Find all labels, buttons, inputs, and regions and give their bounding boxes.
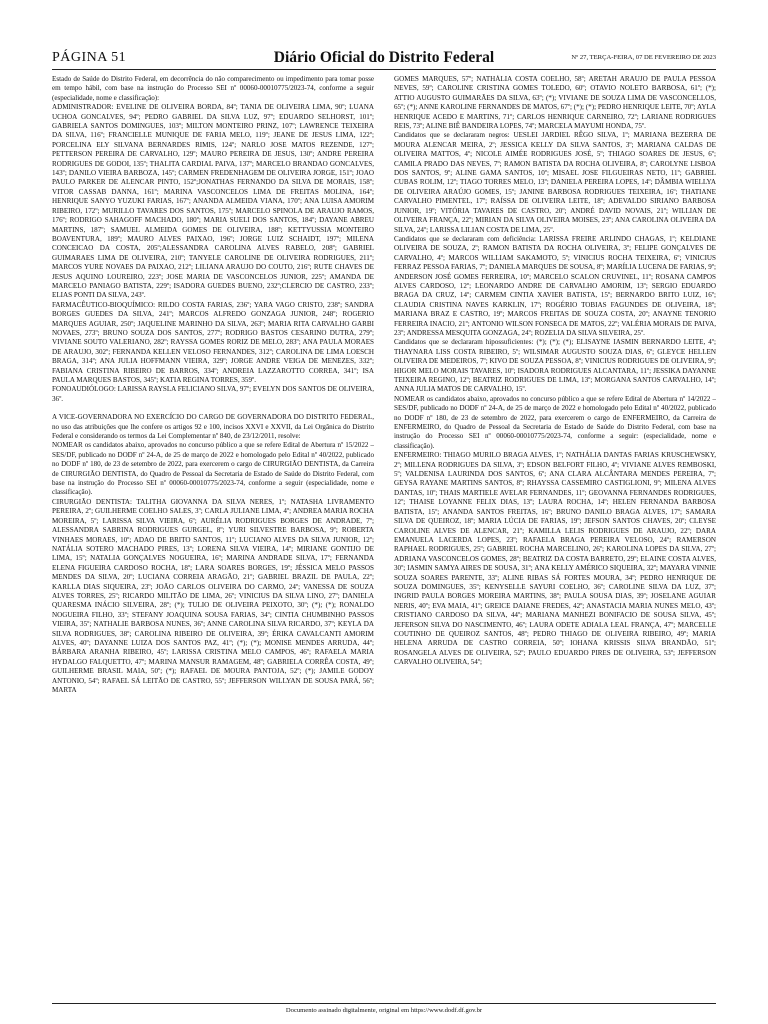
paragraph: NOMEAR os candidatos abaixo, aprovados no concurso público a que se refere Edital de Abertura nº 15/2022 – SES/DF, publicado no DODF nº 24-A, de 25 de março de 2022 e homologado pelo Edital nº 40/2022, publicado no DODF nº 180, de 23 de setembro de 2022, para exercerem o cargo de CIRURGIÃO DENTISTA, da Carreira de CIRURGIÃO DENTISTA, do Quadro de Pessoal da Secretaria de Estado de Saúde do Distrito Federal, com base na instrução do Processo SEI nº 00060-00010775/2023-74, conforme a seguir (especialidade, nome e classificação). [52, 441, 374, 497]
publication-title: Diário Oficial do Distrito Federal [273, 49, 495, 66]
paragraph: ENFERMEIRO: THIAGO MURILO BRAGA ALVES, 1º; NATHÁLIA DANTAS FARIAS KRUSCHEWSKY, 2º; MILLENA RODRIGUES DA SILVA, 3º; EDSON BELFORT FILHO, 4º; VIVIANE ALVES REMBOSKI, 5º; VALDENISA LAURINDA DOS SANTOS, 6º; ANA CLARA ALCÂNTARA MENDES PEREIRA, 7º; GEYSA RAYANE MARTINS SANTOS, 8º; RHAYSSA CASSEMIRO CASTIGLIONI, 9º; MILENA ALVES DANTAS, 10º; THAIS MARTIELE AVELAR FERNANDES, 11º; GEOVANNA FERNANDES RODRIGUES, 12º; THAISE LOYANNE FELIX DIAS, 13º; LAURA ROCHA, 14º; HELEN FERNANDA BARBOSA BATISTA, 15º; ANANDA SANTOS FREITAS, 16º; BRUNO DANILO BRAGA ALVES, 17º; SAMARA SILVA DE QUEIROZ, 18º; MARIA LÚCIA DE FARIAS, 19º; JEFSON SANTOS CHAVES, 20º; CLEYSE CAROLINE ALVES DE ALENCAR, 21º; KAMILLA LELIS RODRIGUES DE ARAUJO, 22º; DARA EMANUELA LACERDA LOPES, 23º; RAFAELA BRAGA PEREIRA VELOSO, 24º; RAMERSON RAPHAEL RODRIGUES, 25º; GABRIEL ROCHA MARCELINO, 26º; KAROLINA LOPES DA SILVA, 27º; ADRIANA VASCONCELOS GOMES, 28º; BEATRIZ DA COSTA BARRETO, 29º; ELAINE COSTA ALVES, 30º; IASMIN SAMYA AIRES DE SOUSA, 31º; ANA KELLY AMÉRICO SIQUEIRA, 32º; MAYARA VINNIE SOUZA SOARES PARENTE, 33º; ALINE RIBAS SÁ FORTES MOURA, 34º; PEDRO HENRIQUE DE SOUZA DOMINGUES, 35º; KENYSELLE SAYURI COELHO, 36º; CAROLINE SILVA DA LUZ, 37º; INGRID PAULA BORGES MOREIRA MARTINS, 38º; PAULA SOUSA DIAS, 39º; JOSELANE AGUIAR NERIS, 40º; EVA MAIA, 41º; GREICE DAIANE FREDES, 42º; ANASTACIA MARIA NUNES MELO, 43º; CRISTIANO CARDOSO DA SILVA, 44º; MARIANA MANHEZI BONIFACIO DE SOUSA SILVA, 45º; JEFERSON SILVA DO NASCIMENTO, 46º; LAURA ODETE ADIALA LEAL FRANÇA, 47º; MARCELLE COUTINHO DE QUEIROZ SANTOS, 48º; PEDRO THIAGO DE OLIVEIRA RIBEIRO, 49º; MARIA HELENA ARRUDA DE CASTRO CORREIA, 50º; IOHANA KRISSIS SILVA BRANDÃO, 51º; ROSANGELA ALVES DE OLIVEIRA, 52º; PAULO EDUARDO PIRES DE OLIVEIRA, 53º; JEFFERSON CARVALHO OLIVEIRA, 54º; [394, 451, 716, 667]
paragraph: GOMES MARQUES, 57º; NATHÁLIA COSTA COELHO, 58º; ARETAH ARAUJO DE PAULA PESSOA NEVES, 59º; CAROLINE CRISTINA GOMES TOLEDO, 60º; OTAVIO NOLETO BARBOSA, 61º; (*); ATTIO AUGUSTO GUIMARÃES DA SILVA, 63º; (*); VIVIANE DE SOUZA LIMA DE VASCONCELLOS, 65º; (*); ANNE KAROLINE FERNANDES DE MATOS, 67º; (*); (*); PEDRO HENRIQUE LEITE, 70º; AYLA HENRIQUE ACEDO E MARTINS, 71º; CARLOS HENRIQUE CARNEIRO, 72º; LARIANE RODRIGUES REIS, 73º; ALINE BIÊ BANDEIRA LOPES, 74º; MARCELA MAYUMI HONDA, 75º. [394, 75, 716, 131]
paragraph: CIRURGIÃO DENTISTA: TALITHA GIOVANNA DA SILVA NERES, 1º; NATASHA LIVRAMENTO PEREIRA, 2º; GUILHERME COELHO SALES, 3º; CARLA JULIANE LIMA, 4º; ANDREA MARIA ROCHA MOREIRA, 5º; LARISSA SILVA VIEIRA, 6º; AURÉLIA RODRIGUES BORGES DE ANDRADE, 7º; ALESSANDRA SABRINA RODRIGUES GURGEL, 8º; YURI SILVESTRE BARBOSA, 9º; ROBERTA VINHAES MORAES, 10º; ADAO DE BRITO SANTOS, 11º; LUCIANO ALVES DA SILVA JUNIOR, 12º; NATÁLIA SOTERO MACHADO PIRES, 13º; LORENA SILVA VIEIRA, 14º; MIRIANE GONTIJO DE LIMA, 15º; NATALIA GONÇALVES NOGUEIRA, 16º; MARINA ANDRADE SILVA, 17º; FERNANDA ELENA FIGUEIRA CARDOSO ROCHA, 18º; LARA SOARES BORGES, 19º; JÉSSICA MELO PASSOS MENDES DA SILVA, 20º; LUCIANA CORREIA ARAGÃO, 21º; GABRIEL BRAZIL DE PAULA, 22º; KARLLA DIAS SIQUEIRA, 23º; JOÃO CARLOS OLIVEIRA DO CARMO, 24º; VANESSA DE SOUZA ALVES TORRES, 25º; RICARDO MILITÃO DE LIMA, 26º; VINICIUS DA SILVA LINO, 27º; DANIELA QUARESMA INÁCIO SILVEIRA, 28º; (*); TULIO DE OLIVEIRA PEIXOTO, 30º; (*); (*); RONALDO NOGUEIRA FILHO, 33º; STEFANY JOAQUINA SOUSA FARIAS, 34º; CINTIA CHUMBINHO PASSOS VIEIRA, 35º; NATHALIE BARBOSA NUNES, 36º; ANNE CAROLINA SILVA RICARDO, 37º; KEYLA DA SILVA RODRIGUES, 38º; CAROLINA RIBEIRO DE OLIVEIRA, 39º; ÉRIKA CAVALCANTI AMORIM ALVES, 40º; DAYANNE LUIZA DOS SANTOS PAZ, 41º; (*); (*); MONISE MENDES ARRUDA, 44º; BÁRBARA ARANHA RIBEIRO, 45º; LARISSA CRISTINA MELO CAMPOS, 46º; RAFAELA MARIA HYDALGO FALQUETTO, 47º; MARINA MANSUR RAMAGEM, 48º; GABRIELA CORRÊA COSTA, 49º; GUILHERME BRASIL MAIA, 50º; (*); RAFAEL DE MOURA PANTOJA, 52º; (*); JAMILE GODOY ANTONIO, 54º; RAFAEL SÁ LEITÃO DE CASTRO, 55º; JEFFERSON WILLYAN DE SOUSA PARÁ, 56º; MARTA [52, 497, 374, 694]
paragraph: Estado de Saúde do Distrito Federal, em decorrência do não comparecimento ou impedimento para tomar posse em tempo hábil, com base na instrução do Processo SEI nº 00060-00010775/2023-74, conforme a seguir (especialidade, nome e classificação): [52, 75, 374, 102]
paragraph: NOMEAR os candidatos abaixo, aprovados no concurso público a que se refere Edital de Abertura nº 14/2022 – SES/DF, publicado no DODF nº 24-A, de 25 de março de 2022 e homologado pelo Edital nº 40/2022, publicado no DODF nº 180, de 23 de setembro de 2022, para exercerem o cargo de ENFERMEIRO, da Carreira de ENFERMEIRO, do Quadro de Pessoal da Secretaria de Estado de Saúde do Distrito Federal, com base na instrução do Processo SEI nº 00060-00010775/2023-74, conforme a seguir: (especialidade, nome e classificação). [394, 394, 716, 450]
paragraph: ADMINISTRADOR: EVELINE DE OLIVEIRA BORDA, 84º; TANIA DE OLIVEIRA LIMA, 90º; LUANA UCHOA GONCALVES, 94º; PEDRO GABRIEL DA SILVA LUZ, 97º; EDUARDO SELHORST, 101º; GABRIELA SANTOS DOMINGUES, 103º; MILTON MONTEIRO PRINZ, 107º; LAWRENCE TEIXEIRA DA SILVA, 116º; FRANCIELLE MUNIQUE DE FARIA MELO, 119º; JEANE DE JESUS LIMA, 122º; PORCELINA ELY SILVANA BERNARDES RIMIS, 124º; NARLO JOSE MATOS REZENDE, 127º; PETTERSON PEREIRA DE CARVALHO, 129º; MAURO PEREIRA DE JESUS, 130º; ANDRE PEREIRA RODRIGUES DE GODOI, 135º; THALITA CARDIAL PAIVA, 137º; MARCELO BRANDAO GONCALVES, 143º; DANILO VIEIRA BARBOZA, 145º; CARMEN FREDENHAGEM DE OLIVEIRA JORGE, 151º; JOAO PAULO PARKER DE ALENCAR PINTO, 152º;JONATHAS FERNANDO DA SILVA DE MORAIS, 158º; VITOR CASSAB DANNA, 161º; MARINA VASCONCELOS LIMA DE FREITAS MOLINA, 164º; HENRIQUE SANYO YUZUKI FARIAS, 167º; ANANDA ALMEIDA VIANA, 170º; ANA LUISA AMORIM RIBEIRO, 172º; MURILLO TAVARES DOS SANTOS, 175º; MARCELO SPINOLA DE ARAUJO RAMOS, 176º; RODRIGO SAHAGOFF MACHADO, 180º; MARIA SUELI DOS SANTOS, 184º; DAYANE ABREU MARTINS, 187º; SAMUEL ALMEIDA GOMES DE OLIVEIRA, 188º; KETTYUSSIA MONTEIRO BOAVENTURA, 189º; MAURO ALVES PAIXAO, 196º; JORGE LUIZ SCHAIDT, 197º; MILENA CONCEICAO DA COSTA, 205º;ALESSANDRA CAROLINA ALVES RABELO, 208º; GABRIEL GUIMARAES LIMA DE OLIVEIRA, 210º; TANYELE CAROLINE DE OLIVEIRA RODRIGUES, 211º; MARCOS YURE NOVAES DA PAIXAO, 212º; LILIANA ARAUJO DO COUTO, 216º; RUTE CHAVES DE JESUS AQUINO LOUREIRO, 223º; JOSE MARIA DE VASCONCELOS JUNIOR, 225º; AMANDA DE MARCELO PANIAGO BATISTA, 229º; ISADORA GUEDES BUENO, 232º;CLERCIO DE CASTRO, 233º; ELIAS PONTI DA SILVA, 243º. [52, 103, 374, 300]
paragraph: FONOAUDIÓLOGO: LARISSA RAYSLA FELICIANO SILVA, 97º; EVELYN DOS SANTOS DE OLIVEIRA, 36º. [52, 385, 374, 403]
page-number: PÁGINA 51 [52, 50, 127, 65]
paragraph: FARMACÊUTICO-BIOQUÍMICO: RILDO COSTA FARIAS, 236º; YARA VAGO CRISTO, 238º; SANDRA BORGES GUEDES DA SILVA, 241º; MARCOS ALFREDO GONZAGA JUNIOR, 248º; ROGERIO MARQUES AGUIAR, 250º; JAQUELINE MARINHO DA SILVA, 263º; MARIA RITA CARVALHO GARBI NOVAES, 273º; BRUNO SOUZA DOS SANTOS, 277º; RODRIGO BASTOS CESARINO DUTRA, 279º; VIVIANE SOUTO VALERIANO, 282º; RAYSSA GOMES RORIZ DE MELO, 283º; ANA PAULA MORAES DE ARAUJO, 302º; FERNANDA KELLEN VELOSO FERNANDES, 312º; CAROLINA DE LIMA LOESCH BRAGA, 314º; ANA JULIA HOFFMANN VIEIRA, 329º; JORGE ANDRE VEIGA DE MENEZES, 332º; FABIANA CRISTINA RIBEIRO DE BARROS, 334º; ANDREIA LAZZAROTTO CORREA, 341º; ISA PAULA MARQUES BASTOS, 345º; KATIA REGINA TORRES, 359º. [52, 300, 374, 384]
header-divider [52, 69, 716, 70]
issue-info: Nº 27, TERÇA-FEIRA, 07 DE FEVEREIRO DE 2023 [571, 54, 716, 61]
paragraph: A VICE-GOVERNADORA NO EXERCÍCIO DO CARGO DE GOVERNADORA DO DISTRITO FEDERAL, no uso das atribuições que lhe confere os artigos 92 e 100, incisos XXVI e XXVII, da Lei Orgânica do Distrito Federal e considerando os termos da Lei Complementar nº 840, de 23/12/2011, resolve: [52, 413, 374, 441]
left-column [52, 75, 374, 981]
page-header [52, 50, 716, 70]
footer-divider [52, 1003, 716, 1004]
paragraph: Candidatos que se declararam com deficiência: LARISSA FREIRE ARLINDO CHAGAS, 1º; KELDIANE OLIVEIRA DE SOUZA, 2º; RAMON BATISTA DA ROCHA OLIVEIRA, 3º; FELIPE GONÇALVES DE CARVALHO, 4º; MARCOS WILLIAM SAKAMOTO, 5º; VINICIUS ROCHA TEIXEIRA, 6º; VINICIUS FERRAZ PESSOA FARIAS, 7º; DANIELA MARQUES DE SOUSA, 8º; MARÍLIA LUCENA DE FARIAS, 9º; ANDERSON JOSÉ GOMES FERREIRA, 10º; MARCELO SCALON CRUVINEL, 11º; ROSANA CAMPOS ALVES CARDOSO, 12º; LEONARDO ANDRE DE CARVALHO AMORIM, 13º; SERGIO EDUARDO BRAGA DA CRUZ, 14º; CARMEM CINTIA XAVIER BATISTA, 15º; BERNARDO BRITO LUIZ, 16º; CLAUDIA CRISTINA NAVES KARKLIN, 17º; ROGÉRIO TOBIAS FAGUNDES DE OLIVEIRA, 18º; MARIANA BRAZ E CASTRO, 19º; MARCOS FREITAS DE SOUZA COSTA, 20º; ANAYNE TENORIO FERREIRA INACIO, 21º; ANTONIO WILSON FONSECA DE MATOS, 22º; VALÉRIA MORAIS DE PAIVA, 23º; ANDRESSA MESQUITA GONZAGA, 24º; ROZELIA DA SILVA SILVEIRA, 25º. [394, 234, 716, 337]
right-column [394, 75, 716, 981]
paragraph: Candidatos que se declararam negros: UESLEI JARDIEL RÊGO SILVA, 1º; MARIANA BEZERRA DE MOURA ALENCAR MEIRA, 2º; JESSICA KELLY DA SILVA SANTOS, 3º; MARIANA CALDAS DE OLIVEIRA MATTOS, 4º; NICOLE AIMÉE RODRIGUES JOSÉ, 5º; THIAGO SOARES DE JESUS, 6º; CAMILA PRADO DAS NEVES, 7º; RAMON BATISTA DA ROCHA OLIVEIRA, 8º; CAROLYNE LISBOA DOS SANTOS, 9º; ALINE GAMA SANTOS, 10º; MISAEL JOSE FILGUEIRAS NETO, 11º; GABRIEL CUBAS ROLIM, 12º; TIAGO TORRES MELO, 13º; DANIELA PEREIRA LOPES, 14º; DÂMBIA WIELLYA DE OLIVEIRA ARAÚJO GOMES, 15º; JANINE BARBOSA RODRIGUES TEIXEIRA, 16º; THATIANE CARVALHO PIMENTEL, 17º; RAÍSSA DE OLIVEIRA LEITE, 18º; ADEVALDO SIRIANO BARBOSA JUNIOR, 19º; VITÓRIA TAVARES DE CASTRO, 20º; ANDRÉ DAVID NOVAIS, 21º; WILLIAN DE OLIVEIRA FRANÇA, 22º; MIRIAN DA SILVA OLIVEIRA MOISES, 23º; ANA CAROLINA OLIVEIRA DA SILVA, 24º; LARISSA LILIAN COSTA DE LIMA, 25º. [394, 131, 716, 234]
footer-note: Documento assinado digitalmente, original em https://www.dodf.df.gov.br [285, 1007, 483, 1014]
paragraph: Candidatos que se declararam hipossuficientes: (*); (*); (*); ELISAYNE IASMIN BERNARDO LEITE, 4º; THAYNARA LISS COSTA RIBEIRO, 5º; WILSIMAR AUGUSTO SOUZA DIAS, 6º; GLEYCE HELLEN OLIVEIRA DE MEDEIROS, 7º; KIVO DE SOUZA PESSOA, 8º; VINICIUS RODRIGUES DE OLIVEIRA, 9º; HIGOR MELO MORAIS TAVARES, 10º; ISADORA RODRIGUES ALCANTARA, 11º; JESSIKA DAYANNE TEIXEIRA REGINO, 12º; BEATRIZ RODRIGUES DE LIMA, 13º; MORGANA SANTOS CARVALHO, 14º; ANNA JULIA MATOS DE CARVALHO, 15º. [394, 338, 716, 394]
